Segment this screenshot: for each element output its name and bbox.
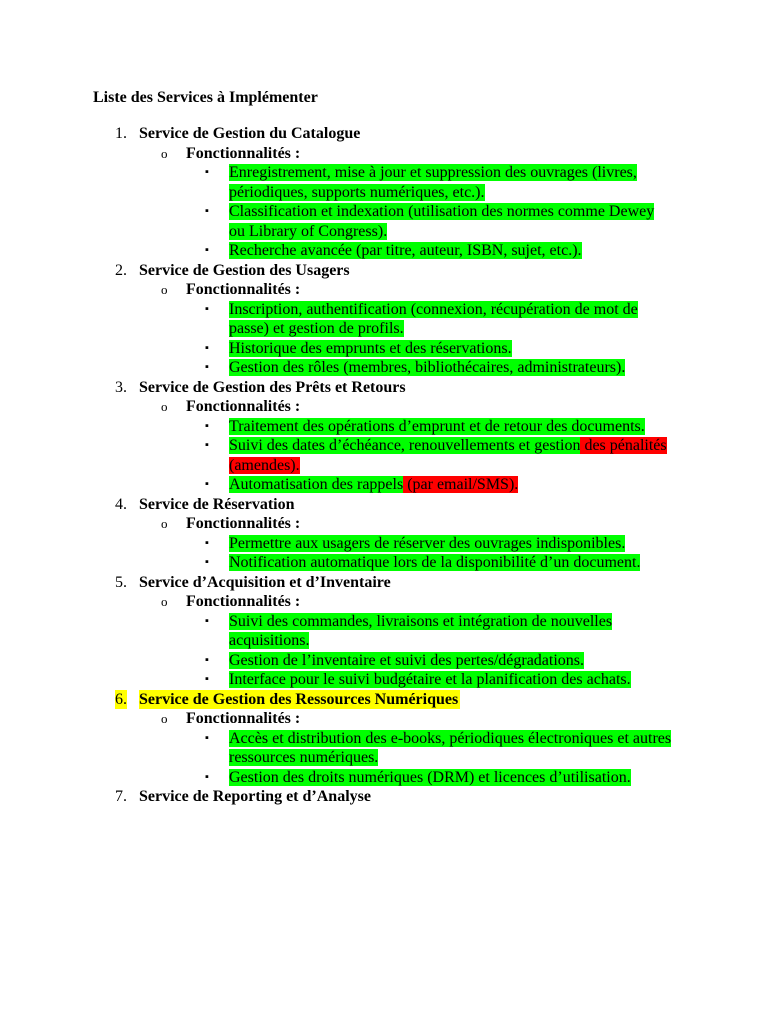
highlight-green-text: Automatisation des rappels — [229, 476, 404, 493]
service-heading — [0, 787, 768, 807]
list-item-text — [229, 241, 674, 261]
service-heading — [0, 124, 768, 144]
square-bullet-icon: ▪ — [205, 478, 209, 490]
highlight-green-text: Traitement des opérations d’emprunt et de retour des documents. — [229, 417, 645, 435]
list-item-text — [229, 670, 674, 690]
list-item-text — [229, 202, 674, 241]
highlight-green-text: Gestion des rôles (membres, bibliothécaires, administrateurs). — [229, 359, 626, 376]
service-title: Service de Gestion des Prêts et Retours — [139, 378, 406, 396]
highlight-green-text: Notification automatique lors de la disponibilité d’un document. — [229, 554, 641, 571]
highlight-red-text: (par email/SMS). — [403, 476, 519, 493]
functionalities-heading — [0, 280, 768, 300]
highlight-green-text: Recherche avancée (par titre, auteur, ISBN, sujet, etc.). — [229, 242, 582, 259]
service-number: 4. — [115, 495, 127, 513]
service-number: 1. — [115, 125, 127, 142]
list-item-text — [229, 436, 674, 475]
highlight-green-text: Suivi des commandes, livraisons et intégration de nouvelles acquisitions. — [229, 612, 613, 649]
highlight-green-text: Classification et indexation (utilisation des normes comme Dewey ou Library of Congress). — [229, 203, 655, 240]
service-title: Service de Gestion des Usagers — [139, 261, 350, 279]
functionalities-label: Fonctionnalités : — [186, 515, 301, 532]
circle-bullet-icon: o — [161, 594, 168, 609]
service-title: Service de Réservation — [139, 495, 295, 513]
list-item — [0, 241, 768, 261]
functionalities-heading — [0, 144, 768, 164]
highlight-green-text: Enregistrement, mise à jour et suppression des ouvrages (livres, périodiques, supports numériques, etc.). — [229, 164, 637, 201]
square-bullet-icon: ▪ — [205, 361, 209, 373]
square-bullet-icon: ▪ — [205, 244, 209, 256]
highlight-green-text: Historique des emprunts et des réservations. — [229, 339, 512, 357]
square-bullet-icon: ▪ — [205, 536, 209, 549]
list-item-text — [229, 534, 674, 554]
square-bullet-icon: ▪ — [205, 341, 209, 354]
circle-bullet-icon: o — [161, 282, 168, 297]
list-item — [0, 202, 768, 241]
list-item-text — [229, 358, 674, 378]
service-section — [0, 261, 768, 378]
service-title: Service de Reporting et d’Analyse — [139, 788, 371, 805]
square-bullet-icon: ▪ — [205, 166, 209, 178]
square-bullet-icon: ▪ — [205, 653, 209, 666]
list-item — [0, 436, 768, 475]
list-item — [0, 553, 768, 573]
square-bullet-icon: ▪ — [205, 419, 209, 432]
service-heading — [0, 261, 768, 281]
functionalities-heading — [0, 709, 768, 729]
service-number: 5. — [115, 573, 127, 591]
service-heading — [0, 573, 768, 593]
list-item — [0, 417, 768, 437]
highlight-green-text: Inscription, authentification (connexion, récupération de mot de passe) et gestion de profils. — [229, 300, 638, 337]
square-bullet-icon: ▪ — [205, 302, 209, 315]
service-number: 7. — [115, 788, 127, 805]
list-item — [0, 163, 768, 202]
list-item-text — [229, 475, 674, 495]
circle-bullet-icon: o — [161, 711, 168, 726]
functionalities-label: Fonctionnalités : — [186, 593, 301, 610]
list-item-text — [229, 163, 674, 202]
list-item — [0, 339, 768, 359]
list-item — [0, 475, 768, 495]
square-bullet-icon: ▪ — [205, 673, 209, 685]
list-item — [0, 670, 768, 690]
list-item-text — [229, 768, 674, 788]
list-item-text — [229, 553, 674, 573]
list-item-text — [229, 729, 674, 768]
circle-bullet-icon: o — [161, 399, 168, 414]
list-item-text — [229, 300, 674, 339]
functionalities-label: Fonctionnalités : — [186, 281, 301, 298]
service-heading — [0, 378, 768, 398]
service-section — [0, 378, 768, 495]
service-title: Service d’Acquisition et d’Inventaire — [139, 573, 391, 591]
circle-bullet-icon: o — [161, 145, 168, 161]
square-bullet-icon: ▪ — [205, 770, 209, 783]
list-item-text — [229, 612, 674, 651]
list-item — [0, 612, 768, 651]
circle-bullet-icon: o — [161, 516, 168, 531]
list-item — [0, 729, 768, 768]
service-section — [0, 495, 768, 573]
list-item — [0, 534, 768, 554]
service-number: 3. — [115, 378, 127, 396]
list-item-text — [229, 339, 674, 359]
list-item — [0, 768, 768, 788]
list-item — [0, 358, 768, 378]
square-bullet-icon: ▪ — [205, 556, 209, 568]
service-title: Service de Gestion du Catalogue — [139, 125, 361, 142]
square-bullet-icon: ▪ — [205, 439, 209, 451]
list-item — [0, 300, 768, 339]
service-section — [0, 124, 768, 261]
service-heading — [0, 495, 768, 515]
highlight-green-text: Suivi des dates d’échéance, renouvellements et gestion — [229, 437, 581, 454]
service-number: 6. — [115, 690, 127, 708]
service-title: Service de Gestion des Ressources Numériques — [139, 690, 459, 708]
functionalities-heading — [0, 397, 768, 417]
document-title: Liste des Services à Implémenter — [93, 89, 318, 106]
service-number: 2. — [115, 261, 127, 279]
service-section — [0, 690, 768, 788]
list-item — [0, 651, 768, 671]
highlight-green-text: Gestion des droits numériques (DRM) et licences d’utilisation. — [229, 768, 631, 786]
list-item-text — [229, 651, 674, 671]
service-section — [0, 573, 768, 690]
functionalities-heading — [0, 514, 768, 534]
services-list — [0, 124, 768, 807]
functionalities-heading — [0, 592, 768, 612]
functionalities-label: Fonctionnalités : — [186, 710, 301, 727]
highlight-green-text: Gestion de l’inventaire et suivi des pertes/dégradations. — [229, 651, 585, 669]
square-bullet-icon: ▪ — [205, 614, 209, 627]
list-item-text — [229, 417, 674, 437]
highlight-green-text: Accès et distribution des e-books, périodiques électroniques et autres ressources numériques. — [229, 729, 672, 766]
square-bullet-icon: ▪ — [205, 205, 209, 217]
functionalities-label: Fonctionnalités : — [186, 398, 301, 415]
service-section — [0, 787, 768, 807]
highlight-green-text: Interface pour le suivi budgétaire et la planification des achats. — [229, 671, 631, 688]
functionalities-label: Fonctionnalités : — [186, 144, 301, 162]
highlight-green-text: Permettre aux usagers de réserver des ouvrages indisponibles. — [229, 534, 626, 552]
service-heading — [0, 690, 768, 710]
square-bullet-icon: ▪ — [205, 731, 209, 744]
highlight-red-text: des pénalités (amendes). — [229, 437, 667, 474]
